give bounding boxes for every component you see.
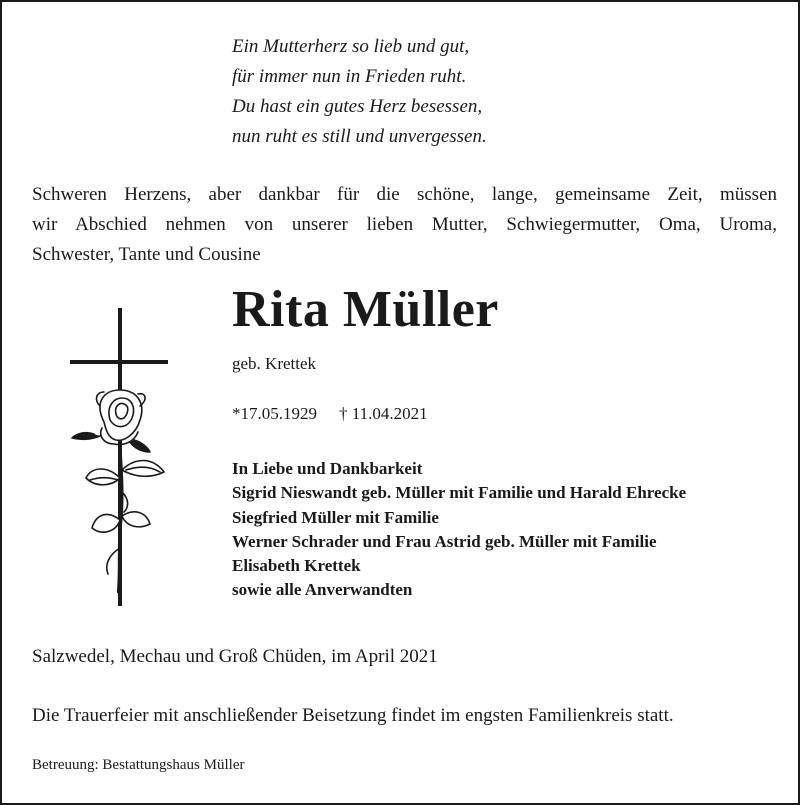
funeral-note: Die Trauerfeier mit anschließender Beisetzung findet im engsten Familienkreis statt. [32, 705, 674, 726]
cross-with-rose [64, 302, 174, 612]
life-dates [232, 404, 428, 424]
poem [232, 32, 487, 152]
deceased-name: Rita Müller [232, 281, 499, 338]
poem-line: Ein Mutterherz so lieb und gut, [232, 36, 470, 57]
intro-text [32, 180, 777, 270]
intro-line: Schweren Herzens, aber dankbar für die schöne, lange, gemeinsame Zeit, müssen [32, 184, 777, 205]
mourner-line: In Liebe und Dankbarkeit [232, 459, 423, 478]
place-and-date: Salzwedel, Mechau und Groß Chüden, im April 2021 [32, 646, 438, 667]
mourner-line: Siegfried Müller mit Familie [232, 507, 439, 527]
mourner-line: Werner Schrader und Frau Astrid geb. Müller mit Familie [232, 531, 657, 551]
mourner-line: Elisabeth Krettek [232, 556, 361, 576]
mourner-line: sowie alle Anverwandten [232, 580, 413, 600]
mourner-line: Sigrid Nieswandt geb. Müller mit Familie und Harald Ehrecke [232, 483, 687, 503]
funeral-home-note: Betreuung: Bestattungshaus Müller [32, 757, 245, 773]
intro-line: Schwester, Tante und Cousine [32, 244, 261, 265]
birth-date: *17.05.1929 [232, 404, 317, 423]
poem-line: für immer nun in Frieden ruht. [232, 66, 467, 87]
mourners-list [232, 457, 686, 603]
birth-name: geb. Krettek [232, 354, 317, 373]
intro-line: wir Abschied nehmen von unserer lieben Mutter, Schwiegermutter, Oma, Uroma, [32, 214, 777, 235]
poem-line: Du hast ein gutes Herz besessen, [232, 96, 483, 117]
poem-line: nun ruht es still und unvergessen. [232, 126, 487, 147]
death-date: † 11.04.2021 [339, 404, 428, 423]
